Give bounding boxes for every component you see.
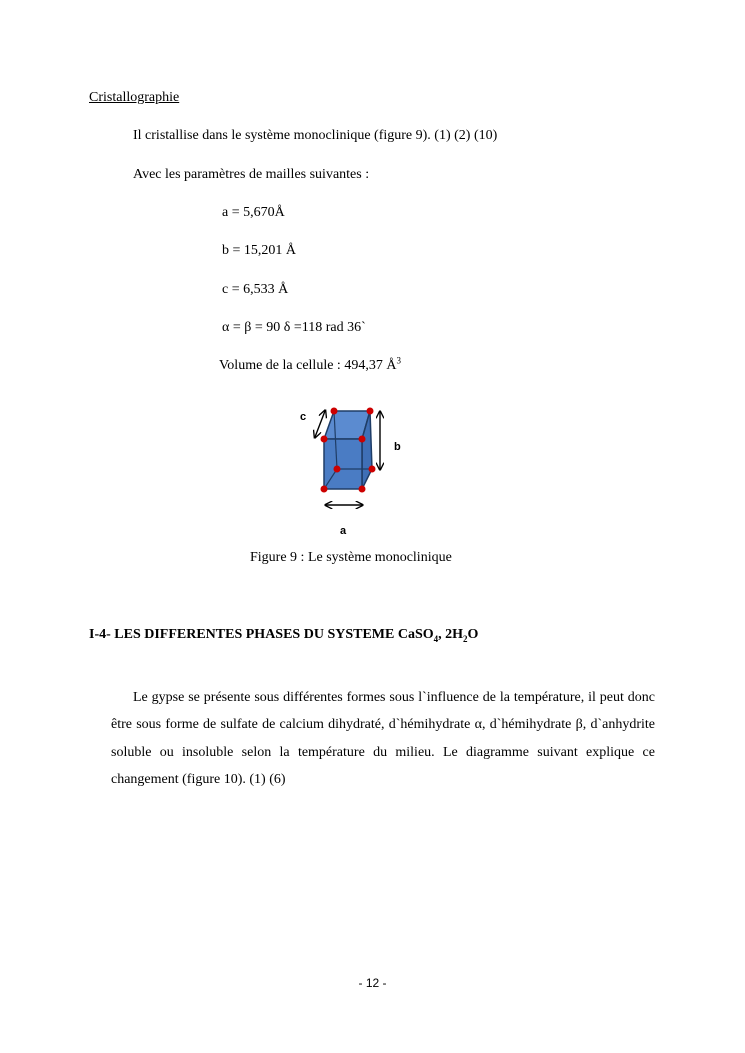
vertex-dot [334, 466, 341, 473]
phases-heading-sub1: 4 [433, 633, 439, 644]
vertex-dot [321, 486, 328, 493]
c-axis-label: c [300, 411, 307, 423]
cell-front-face [324, 439, 362, 489]
param-a: a = 5,670Å [222, 205, 285, 220]
parameters-intro: Avec les paramètres de mailles suivantes : [133, 167, 370, 182]
param-b: b = 15,201 Å [222, 243, 297, 258]
phases-heading-middle: , 2H [438, 627, 464, 642]
vertex-dot [359, 486, 366, 493]
a-axis-label: a [340, 525, 347, 537]
vertex-dot [321, 436, 328, 443]
page-number: - 12 - [358, 976, 387, 990]
param-c: c = 6,533 Å [222, 282, 289, 297]
cell-volume-text: Volume de la cellule : 494,37 Å [219, 358, 397, 373]
b-axis-label: b [394, 441, 401, 453]
figure-caption: Figure 9 : Le système monoclinique [250, 550, 452, 565]
c-axis-arrow [315, 411, 325, 437]
param-angles: α = β = 90 δ =118 rad 36` [222, 320, 366, 335]
phases-heading [89, 627, 478, 643]
vertex-dot [367, 408, 374, 415]
vertex-dot [331, 408, 338, 415]
cell-volume-exponent: 3 [396, 355, 401, 366]
phases-heading-prefix: I-4- LES DIFFERENTES PHASES DU SYSTEME CaSO [89, 627, 434, 642]
phases-heading-sub2: 2 [463, 633, 468, 644]
crystal-system-sentence: Il cristallise dans le système monoclinique (figure 9). (1) (2) (10) [133, 128, 498, 143]
gypsum-phases-paragraph: Le gypse se présente sous différentes formes sous l`influence de la température, il peut donc être sous forme de sulfate de calcium dihydraté, d`hémihydrate α, d`hémihydrate β, d`anhydrite soluble ou insoluble selon la température du milieu. Le diagramme suivant explique ce changement (figure 10). (1) (6) [111, 690, 655, 787]
vertex-dot [369, 466, 376, 473]
vertex-dot [359, 436, 366, 443]
section-heading: Cristallographie [89, 90, 180, 105]
phases-heading-suffix: O [467, 627, 479, 642]
